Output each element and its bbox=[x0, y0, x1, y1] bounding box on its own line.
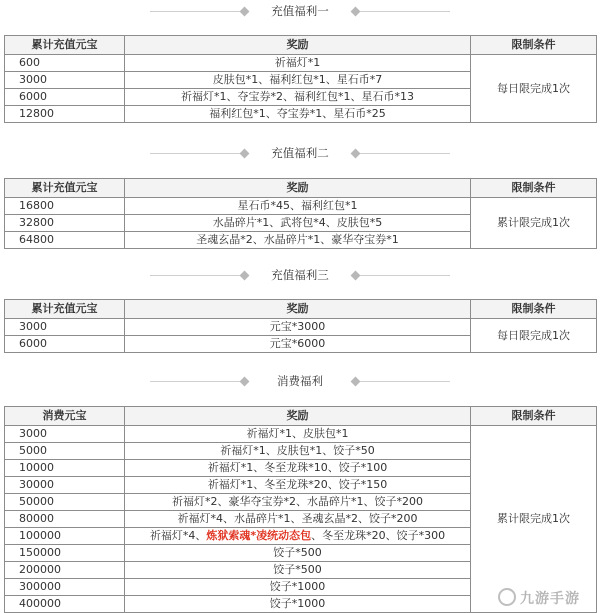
reward-cell: 皮肤包*1、福利红包*1、星石币*7 bbox=[125, 72, 471, 89]
reward-cell: 祈福灯*1、冬至龙珠*10、饺子*100 bbox=[125, 460, 471, 477]
amount-cell: 3000 bbox=[5, 426, 125, 443]
column-header: 累计充值元宝 bbox=[5, 300, 125, 319]
reward-cell: 饺子*500 bbox=[125, 545, 471, 562]
reward-cell: 祈福灯*1、冬至龙珠*20、饺子*150 bbox=[125, 477, 471, 494]
condition-cell: 每日限完成1次 bbox=[471, 319, 597, 353]
reward-cell: 祈福灯*2、豪华夺宝券*2、水晶碎片*1、饺子*200 bbox=[125, 494, 471, 511]
section-title bbox=[0, 0, 600, 24]
amount-cell: 6000 bbox=[5, 89, 125, 106]
amount-cell: 80000 bbox=[5, 511, 125, 528]
column-header: 限制条件 bbox=[471, 179, 597, 198]
amount-cell: 30000 bbox=[5, 477, 125, 494]
section-title bbox=[0, 264, 600, 288]
amount-cell: 100000 bbox=[5, 528, 125, 545]
diamond-icon bbox=[351, 149, 361, 159]
column-header: 奖励 bbox=[125, 36, 471, 55]
amount-cell: 3000 bbox=[5, 72, 125, 89]
table-header-row bbox=[5, 36, 597, 55]
section-title-text: 充值福利二 bbox=[271, 146, 329, 160]
reward-cell bbox=[125, 528, 471, 545]
condition-cell: 累计限完成1次 bbox=[471, 426, 597, 613]
amount-cell: 64800 bbox=[5, 232, 125, 249]
reward-text: 、冬至龙珠*20、饺子*300 bbox=[311, 529, 446, 542]
section-title bbox=[0, 142, 600, 166]
table-header-row bbox=[5, 179, 597, 198]
table-row bbox=[5, 426, 597, 443]
diamond-icon bbox=[351, 7, 361, 17]
amount-cell: 3000 bbox=[5, 319, 125, 336]
reward-table bbox=[4, 178, 597, 249]
section-title-text: 充值福利一 bbox=[271, 4, 329, 18]
reward-cell: 饺子*500 bbox=[125, 562, 471, 579]
amount-cell: 150000 bbox=[5, 545, 125, 562]
reward-cell: 祈福灯*1 bbox=[125, 55, 471, 72]
reward-cell: 祈福灯*1、皮肤包*1、饺子*50 bbox=[125, 443, 471, 460]
section-recharge-1 bbox=[0, 0, 600, 120]
divider-line bbox=[360, 11, 450, 12]
watermark-text: 九游手游 bbox=[520, 591, 580, 607]
section-recharge-2 bbox=[0, 142, 600, 246]
amount-cell: 600 bbox=[5, 55, 125, 72]
amount-cell: 5000 bbox=[5, 443, 125, 460]
reward-cell: 元宝*3000 bbox=[125, 319, 471, 336]
table-row bbox=[5, 55, 597, 72]
table-row bbox=[5, 198, 597, 215]
column-header: 限制条件 bbox=[471, 300, 597, 319]
reward-cell: 饺子*1000 bbox=[125, 579, 471, 596]
divider-line bbox=[150, 275, 240, 276]
reward-cell: 祈福灯*1、皮肤包*1 bbox=[125, 426, 471, 443]
section-recharge-3 bbox=[0, 264, 600, 350]
amount-cell: 400000 bbox=[5, 596, 125, 613]
watermark bbox=[498, 586, 594, 608]
reward-table bbox=[4, 299, 597, 353]
column-header: 奖励 bbox=[125, 179, 471, 198]
table-header-row bbox=[5, 300, 597, 319]
divider-line bbox=[360, 381, 450, 382]
reward-cell: 圣魂玄晶*2、水晶碎片*1、豪华夺宝券*1 bbox=[125, 232, 471, 249]
divider-line bbox=[150, 11, 240, 12]
amount-cell: 200000 bbox=[5, 562, 125, 579]
table-row bbox=[5, 319, 597, 336]
column-header: 奖励 bbox=[125, 300, 471, 319]
diamond-icon bbox=[240, 377, 250, 387]
section-title bbox=[0, 370, 600, 394]
condition-cell: 累计限完成1次 bbox=[471, 198, 597, 249]
diamond-icon bbox=[351, 377, 361, 387]
reward-cell: 元宝*6000 bbox=[125, 336, 471, 353]
reward-highlight: 炼狱索魂*凌统动态包 bbox=[206, 529, 312, 542]
diamond-icon bbox=[240, 7, 250, 17]
column-header: 奖励 bbox=[125, 407, 471, 426]
table-header-row bbox=[5, 407, 597, 426]
column-header: 限制条件 bbox=[471, 36, 597, 55]
amount-cell: 16800 bbox=[5, 198, 125, 215]
reward-cell: 祈福灯*1、夺宝券*2、福利红包*1、星石币*13 bbox=[125, 89, 471, 106]
reward-text: 祈福灯*4、 bbox=[149, 529, 207, 542]
column-header: 消费元宝 bbox=[5, 407, 125, 426]
amount-cell: 6000 bbox=[5, 336, 125, 353]
divider-line bbox=[360, 275, 450, 276]
divider-line bbox=[360, 153, 450, 154]
reward-table bbox=[4, 35, 597, 123]
condition-cell: 每日限完成1次 bbox=[471, 55, 597, 123]
column-header: 累计充值元宝 bbox=[5, 179, 125, 198]
amount-cell: 300000 bbox=[5, 579, 125, 596]
reward-cell: 饺子*1000 bbox=[125, 596, 471, 613]
diamond-icon bbox=[240, 149, 250, 159]
column-header: 累计充值元宝 bbox=[5, 36, 125, 55]
section-title-text: 消费福利 bbox=[277, 374, 323, 388]
amount-cell: 12800 bbox=[5, 106, 125, 123]
amount-cell: 10000 bbox=[5, 460, 125, 477]
divider-line bbox=[150, 381, 240, 382]
reward-cell: 水晶碎片*1、武将包*4、皮肤包*5 bbox=[125, 215, 471, 232]
reward-table bbox=[4, 406, 597, 613]
reward-cell: 福利红包*1、夺宝券*1、星石币*25 bbox=[125, 106, 471, 123]
section-title-text: 充值福利三 bbox=[271, 268, 329, 282]
column-header: 限制条件 bbox=[471, 407, 597, 426]
amount-cell: 32800 bbox=[5, 215, 125, 232]
reward-cell: 星石币*45、福利红包*1 bbox=[125, 198, 471, 215]
divider-line bbox=[150, 153, 240, 154]
reward-cell: 祈福灯*4、水晶碎片*1、圣魂玄晶*2、饺子*200 bbox=[125, 511, 471, 528]
amount-cell: 50000 bbox=[5, 494, 125, 511]
logo-icon bbox=[498, 588, 516, 606]
diamond-icon bbox=[240, 271, 250, 281]
diamond-icon bbox=[351, 271, 361, 281]
